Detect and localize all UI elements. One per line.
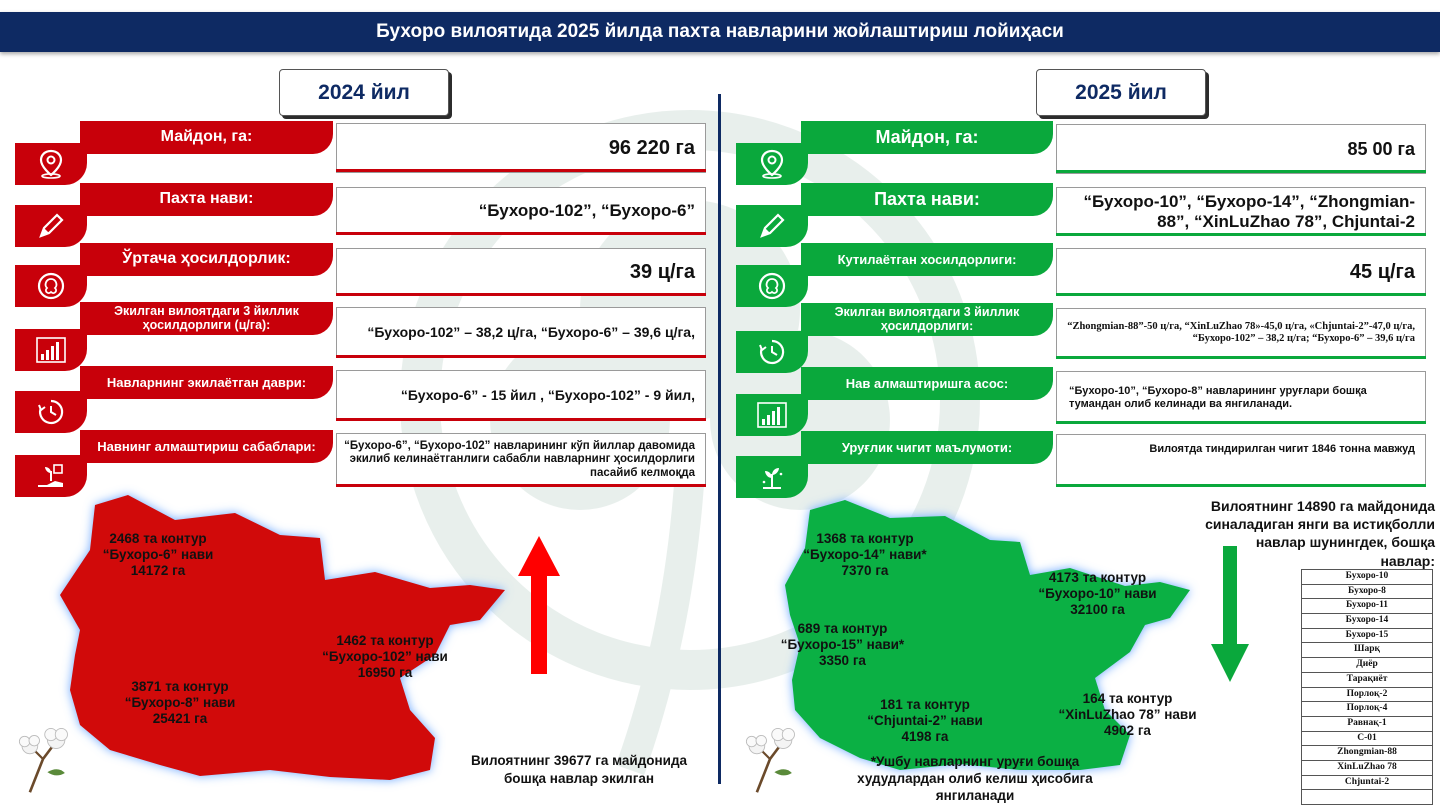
variety-item: Бухоро-10 (1302, 570, 1432, 585)
variety-item: Бухоро-14 (1302, 614, 1432, 629)
map-label-bukhara-8: 3871 та контур “Бухоро-8” нави 25421 га (124, 679, 236, 727)
map-label-chjuntai-2: 181 та контур “Chjuntai-2” нави 4198 га (867, 697, 983, 745)
row-value-variety: “Бухоро-102”, “Бухоро-6” (336, 187, 706, 235)
row-value-basis: “Бухоро-10”, “Бухоро-8” навларининг уруғлари бошқа тумандан олиб келинади ва янгиланади. (1056, 371, 1426, 424)
variety-item: Шарқ (1302, 643, 1432, 658)
row-value-yield: 45 ц/га (1056, 248, 1426, 296)
row-underline (336, 169, 706, 172)
variety-item: Zhongmian-88 (1302, 746, 1432, 761)
variety-item: Chjuntai-2 (1302, 776, 1432, 791)
row-underline (336, 355, 706, 358)
variety-table (1301, 569, 1433, 805)
row-label-3yr-yield: Экилган вилоятдаги 3 йиллик ҳосилдорлиги (ц/га): (80, 302, 333, 335)
row-label-3yr-yield: Экилган вилоятдаги 3 йиллик ҳосилдорлиги: (801, 303, 1053, 336)
map-label-bukhara-10: 4173 та контур “Бухоро-10” нави 32100 га (1038, 570, 1157, 618)
year-2024-box: 2024 йил (279, 69, 449, 116)
map-label-bukhara-102: 1462 та контур “Бухоро-102” нави 16950 га (322, 633, 448, 681)
variety-item: Бухоро-8 (1302, 585, 1432, 600)
row-value-area: 96 220 га (336, 123, 706, 173)
row-value-3yr-yield: “Zhongmian-88”-50 ц/га, “XinLuZhao 78»-45,0 ц/га, «Chjuntai-2”-47,0 ц/га, “Бухоро-102” – 38,2 ц/га; “Бухоро-6” – 39,6 ц/га (1056, 308, 1426, 358)
row-underline (336, 232, 706, 235)
pencil-icon (15, 205, 87, 247)
row-value-period: “Бухоро-6” - 15 йил , “Бухоро-102” - 9 йил, (336, 370, 706, 420)
map-label-xinluzhao-78: 164 та контур “XinLuZhao 78” нави 4902 га (1058, 691, 1197, 739)
row-underline (336, 293, 706, 296)
row-value-yield: 39 ц/га (336, 248, 706, 296)
variety-item: Порлоқ-4 (1302, 702, 1432, 717)
row-value-area: 85 00 га (1056, 124, 1426, 174)
row-underline (1056, 421, 1426, 424)
cotton-boll-icon (15, 265, 87, 307)
variety-item: Бухоро-11 (1302, 599, 1432, 614)
variety-item: С-01 (1302, 732, 1432, 747)
map-label-bukhara-14: 1368 та контур “Бухоро-14” нави* 7370 га (803, 531, 927, 579)
row-underline (1056, 293, 1426, 296)
map-label-bukhara-6: 2468 та контур “Бухоро-6” нави 14172 га (102, 531, 214, 579)
row-label-area: Майдон, га: (80, 121, 333, 154)
right-side-text: Вилоятнинг 14890 га майдонида синаладиган янги ва истиқболли навлар шунингдек, бошқа навлар: (1205, 498, 1435, 569)
row-label-basis: Нав алмаштиришга асос: (801, 367, 1053, 400)
cotton-boll-icon (736, 265, 808, 307)
row-label-variety: Пахта нави: (801, 183, 1053, 216)
variety-item: XinLuZhao 78 (1302, 761, 1432, 776)
clock-icon (15, 391, 87, 433)
year-2025-box: 2025 йил (1036, 69, 1206, 116)
row-value-variety: “Бухоро-10”, “Бухоро-14”, “Zhongmian-88”, “XinLuZhao 78”, Chjuntai-2 (1056, 187, 1426, 236)
row-label-seed: Уруғлик чигит маълумоти: (801, 431, 1053, 464)
row-label-period: Навларнинг экилаётган даври: (80, 366, 333, 399)
location-pin-icon (15, 143, 87, 185)
row-underline (1056, 356, 1426, 359)
row-underline (1056, 170, 1426, 173)
variety-item: Тарақиёт (1302, 673, 1432, 688)
row-value-seed: Вилоятда тиндирилган чигит 1846 тонна мавжуд (1056, 434, 1426, 487)
cotton-plant-icon (735, 724, 805, 794)
row-label-variety: Пахта нави: (80, 183, 333, 216)
bar-chart-icon (736, 394, 808, 436)
cotton-plant-icon (8, 724, 78, 794)
row-value-reasons: “Бухоро-6”, “Бухоро-102” навларининг кўп йиллар давомида экилиб келинаётганлиги сабабли навларнинг ҳосилдорлиги пасайиб келмоқда (336, 433, 706, 487)
map-label-bukhara-15: 689 та контур “Бухоро-15” нави* 3350 га (780, 621, 905, 669)
left-note: Вилоятнинг 39677 га майдонида бошқа навлар экилган (470, 753, 688, 786)
pencil-icon (736, 205, 808, 247)
bar-chart-icon (15, 329, 87, 371)
variety-item: Порлоқ-2 (1302, 688, 1432, 703)
up-arrow-icon (518, 536, 560, 674)
row-value-3yr-yield: “Бухоро-102” – 38,2 ц/га, “Бухоро-6” – 39,6 ц/га, (336, 307, 706, 357)
variety-item: Бухоро-15 (1302, 629, 1432, 644)
clock-icon (736, 331, 808, 373)
row-label-yield: Ўртача ҳосилдорлик: (80, 243, 333, 276)
variety-empty-row (1302, 790, 1432, 804)
page-title: Бухоро вилоятида 2025 йилда пахта навларини жойлаштириш лойиҳаси (0, 12, 1440, 52)
row-label-yield: Кутилаётган хосилдорлиги: (801, 243, 1053, 276)
location-pin-icon (736, 143, 808, 185)
row-underline (336, 418, 706, 421)
row-underline (1056, 233, 1426, 236)
variety-item: Равнақ-1 (1302, 717, 1432, 732)
row-label-area: Майдон, га: (801, 121, 1053, 154)
right-note: *Ушбу навларнинг уруғи бошқа худудлардан олиб келиш ҳисобига янгиланади (857, 754, 1093, 803)
row-label-reasons: Навнинг алмаштириш сабаблари: (80, 430, 333, 463)
variety-item: Диёр (1302, 658, 1432, 673)
